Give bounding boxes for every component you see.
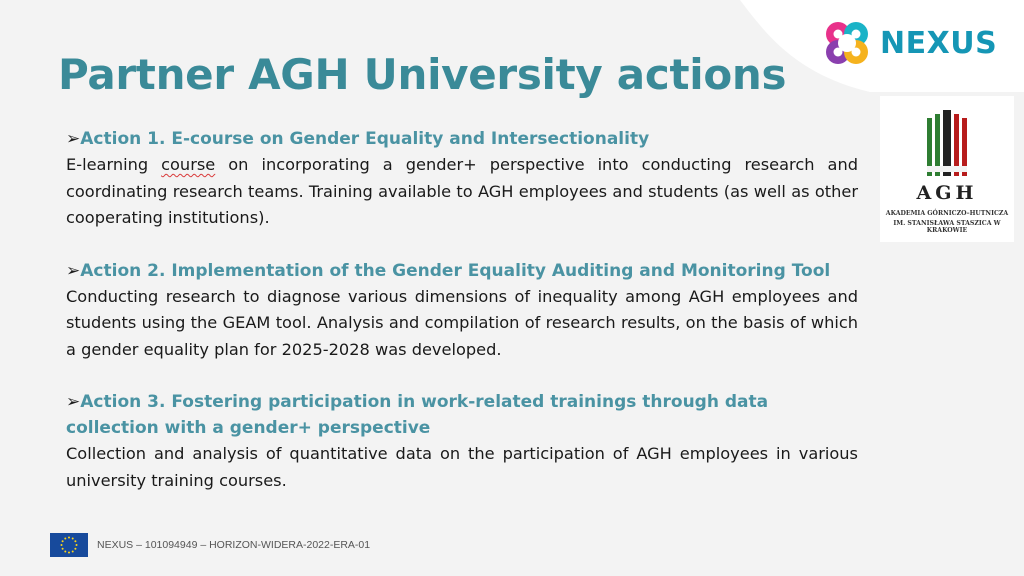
action-item xyxy=(66,389,858,494)
nexus-logo xyxy=(820,16,1006,70)
agh-logo xyxy=(880,96,1014,242)
agh-name: AGH xyxy=(916,182,978,204)
action-heading-text: Action 1. E-course on Gender Equality and Intersectionality xyxy=(80,129,650,149)
action-heading-text: Action 2. Implementation of the Gender Equality Auditing and Monitoring Tool xyxy=(80,260,831,281)
footer-grant-text: NEXUS – 101094949 – HORIZON-WIDERA-2022-ERA-01 xyxy=(97,539,371,551)
agh-subtitle-line2: IM. STANISŁAWA STASZICA W KRAKOWIE xyxy=(893,220,1001,234)
arrow-bullet-icon: ➢ xyxy=(66,392,81,412)
action-item xyxy=(66,126,858,232)
action-item xyxy=(66,258,858,364)
actions-list xyxy=(66,126,858,520)
page-title: Partner AGH University actions xyxy=(58,50,787,99)
spellcheck-word: course xyxy=(161,155,216,174)
arrow-bullet-icon: ➢ xyxy=(66,129,81,149)
action-heading xyxy=(66,258,858,284)
footer xyxy=(50,533,370,557)
nexus-logo-icon xyxy=(820,16,874,70)
action-description: Conducting research to diagnose various dimensions of inequality among AGH employees and students using the GEAM tool. Analysis and compilation of research results, on the basis of which a gender equality plan for 2025-2028 was developed. xyxy=(66,286,858,359)
arrow-bullet-icon: ➢ xyxy=(66,260,81,281)
action-heading xyxy=(66,389,858,441)
action-description-text: on incorporating a gender+ perspective into conducting research and coordinating research teams. Training available to AGH employees and students (as well as other cooperating institutions). xyxy=(66,155,858,227)
action-heading-text: Action 3. Fostering participation in work-related trainings through data collection with a gender+ perspective xyxy=(66,392,769,438)
action-description xyxy=(66,152,858,232)
action-description-text: E-learning xyxy=(66,155,162,174)
agh-subtitle-line1: AKADEMIA GÓRNICZO–HUTNICZA xyxy=(885,210,1009,217)
action-heading xyxy=(66,126,858,152)
nexus-logo-text: NEXUS xyxy=(880,25,998,61)
action-description: Collection and analysis of quantitative data on the participation of AGH employees in various university training courses. xyxy=(66,444,858,490)
agh-emblem-icon xyxy=(921,104,973,180)
eu-flag-icon xyxy=(50,533,88,557)
